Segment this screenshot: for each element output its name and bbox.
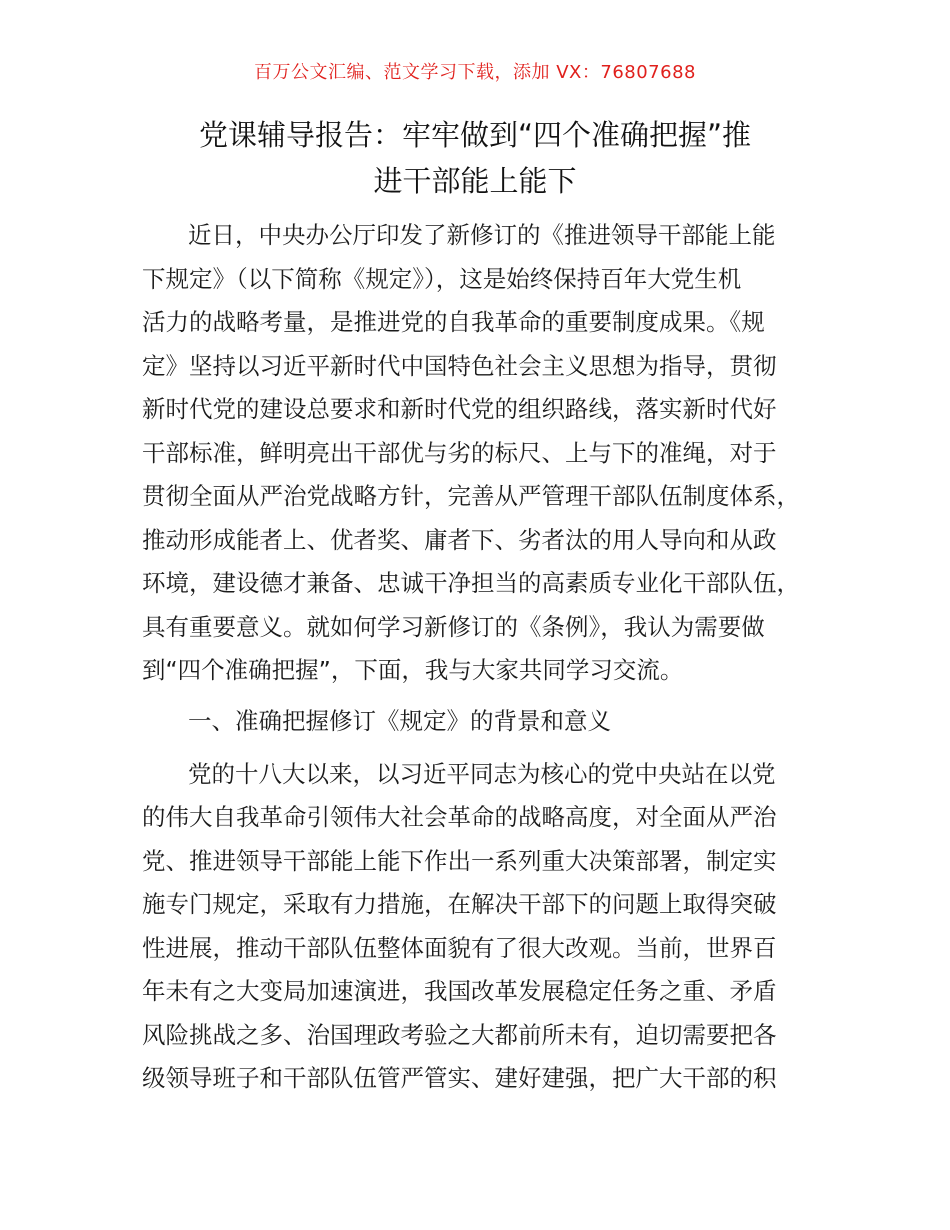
title-line-2: 进干部能上能下	[373, 164, 577, 198]
paragraph-line: 施专门规定，采取有力措施，在解决干部下的问题上取得突破	[142, 890, 777, 918]
paragraph-line: 干部标准，鲜明亮出干部优与劣的标尺、上与下的准绳，对于	[142, 439, 777, 467]
paragraph-line: 活力的战略考量，是推进党的自我革命的重要制度成果。《规	[142, 308, 765, 336]
watermark-banner: 百万公文汇编、范文学习下载，添加 VX：76807688	[254, 62, 696, 83]
paragraph-line: 下规定》（以下简称《规定》），这是始终保持百年大党生机	[142, 265, 742, 293]
paragraph-line: 新时代党的建设总要求和新时代党的组织路线，落实新时代好	[142, 395, 777, 423]
paragraph-line: 环境，建设德才兼备、忠诚干净担当的高素质专业化干部队伍，	[142, 569, 800, 597]
paragraph-line: 级领导班子和干部队伍管严管实、建好建强，把广大干部的积	[142, 1064, 777, 1092]
paragraph-line: 近日，中央办公厅印发了新修订的《推进领导干部能上能	[188, 221, 776, 249]
paragraph-line: 定》坚持以习近平新时代中国特色社会主义思想为指导，贯彻	[142, 352, 777, 380]
paragraph-line: 党、推进领导干部能上能下作出一系列重大决策部署，制定实	[142, 847, 777, 875]
section-heading: 一、准确把握修订《规定》的背景和意义	[188, 707, 611, 735]
title-line-1: 党课辅导报告：牢牢做到“四个准确把握”推	[198, 118, 752, 152]
paragraph-line: 具有重要意义。就如何学习新修订的《条例》，我认为需要做	[142, 613, 765, 641]
paragraph-line: 年未有之大变局加速演进，我国改革发展稳定任务之重、矛盾	[142, 977, 777, 1005]
paragraph-line: 到“四个准确把握”，下面，我与大家共同学习交流。	[142, 656, 684, 684]
paragraph-line: 性进展，推动干部队伍整体面貌有了很大改观。当前，世界百	[142, 934, 777, 962]
paragraph-line: 党的十八大以来，以习近平同志为核心的党中央站在以党	[188, 760, 776, 788]
paragraph-line: 的伟大自我革命引领伟大社会革命的战略高度，对全面从严治	[142, 803, 777, 831]
document-title	[110, 112, 840, 204]
paragraph-line: 贯彻全面从严治党战略方针，完善从严管理干部队伍制度体系，	[142, 482, 800, 510]
paragraph-line: 推动形成能者上、优者奖、庸者下、劣者汰的用人导向和从政	[142, 526, 777, 554]
paragraph-line: 风险挑战之多、治国理政考验之大都前所未有，迫切需要把各	[142, 1021, 777, 1049]
